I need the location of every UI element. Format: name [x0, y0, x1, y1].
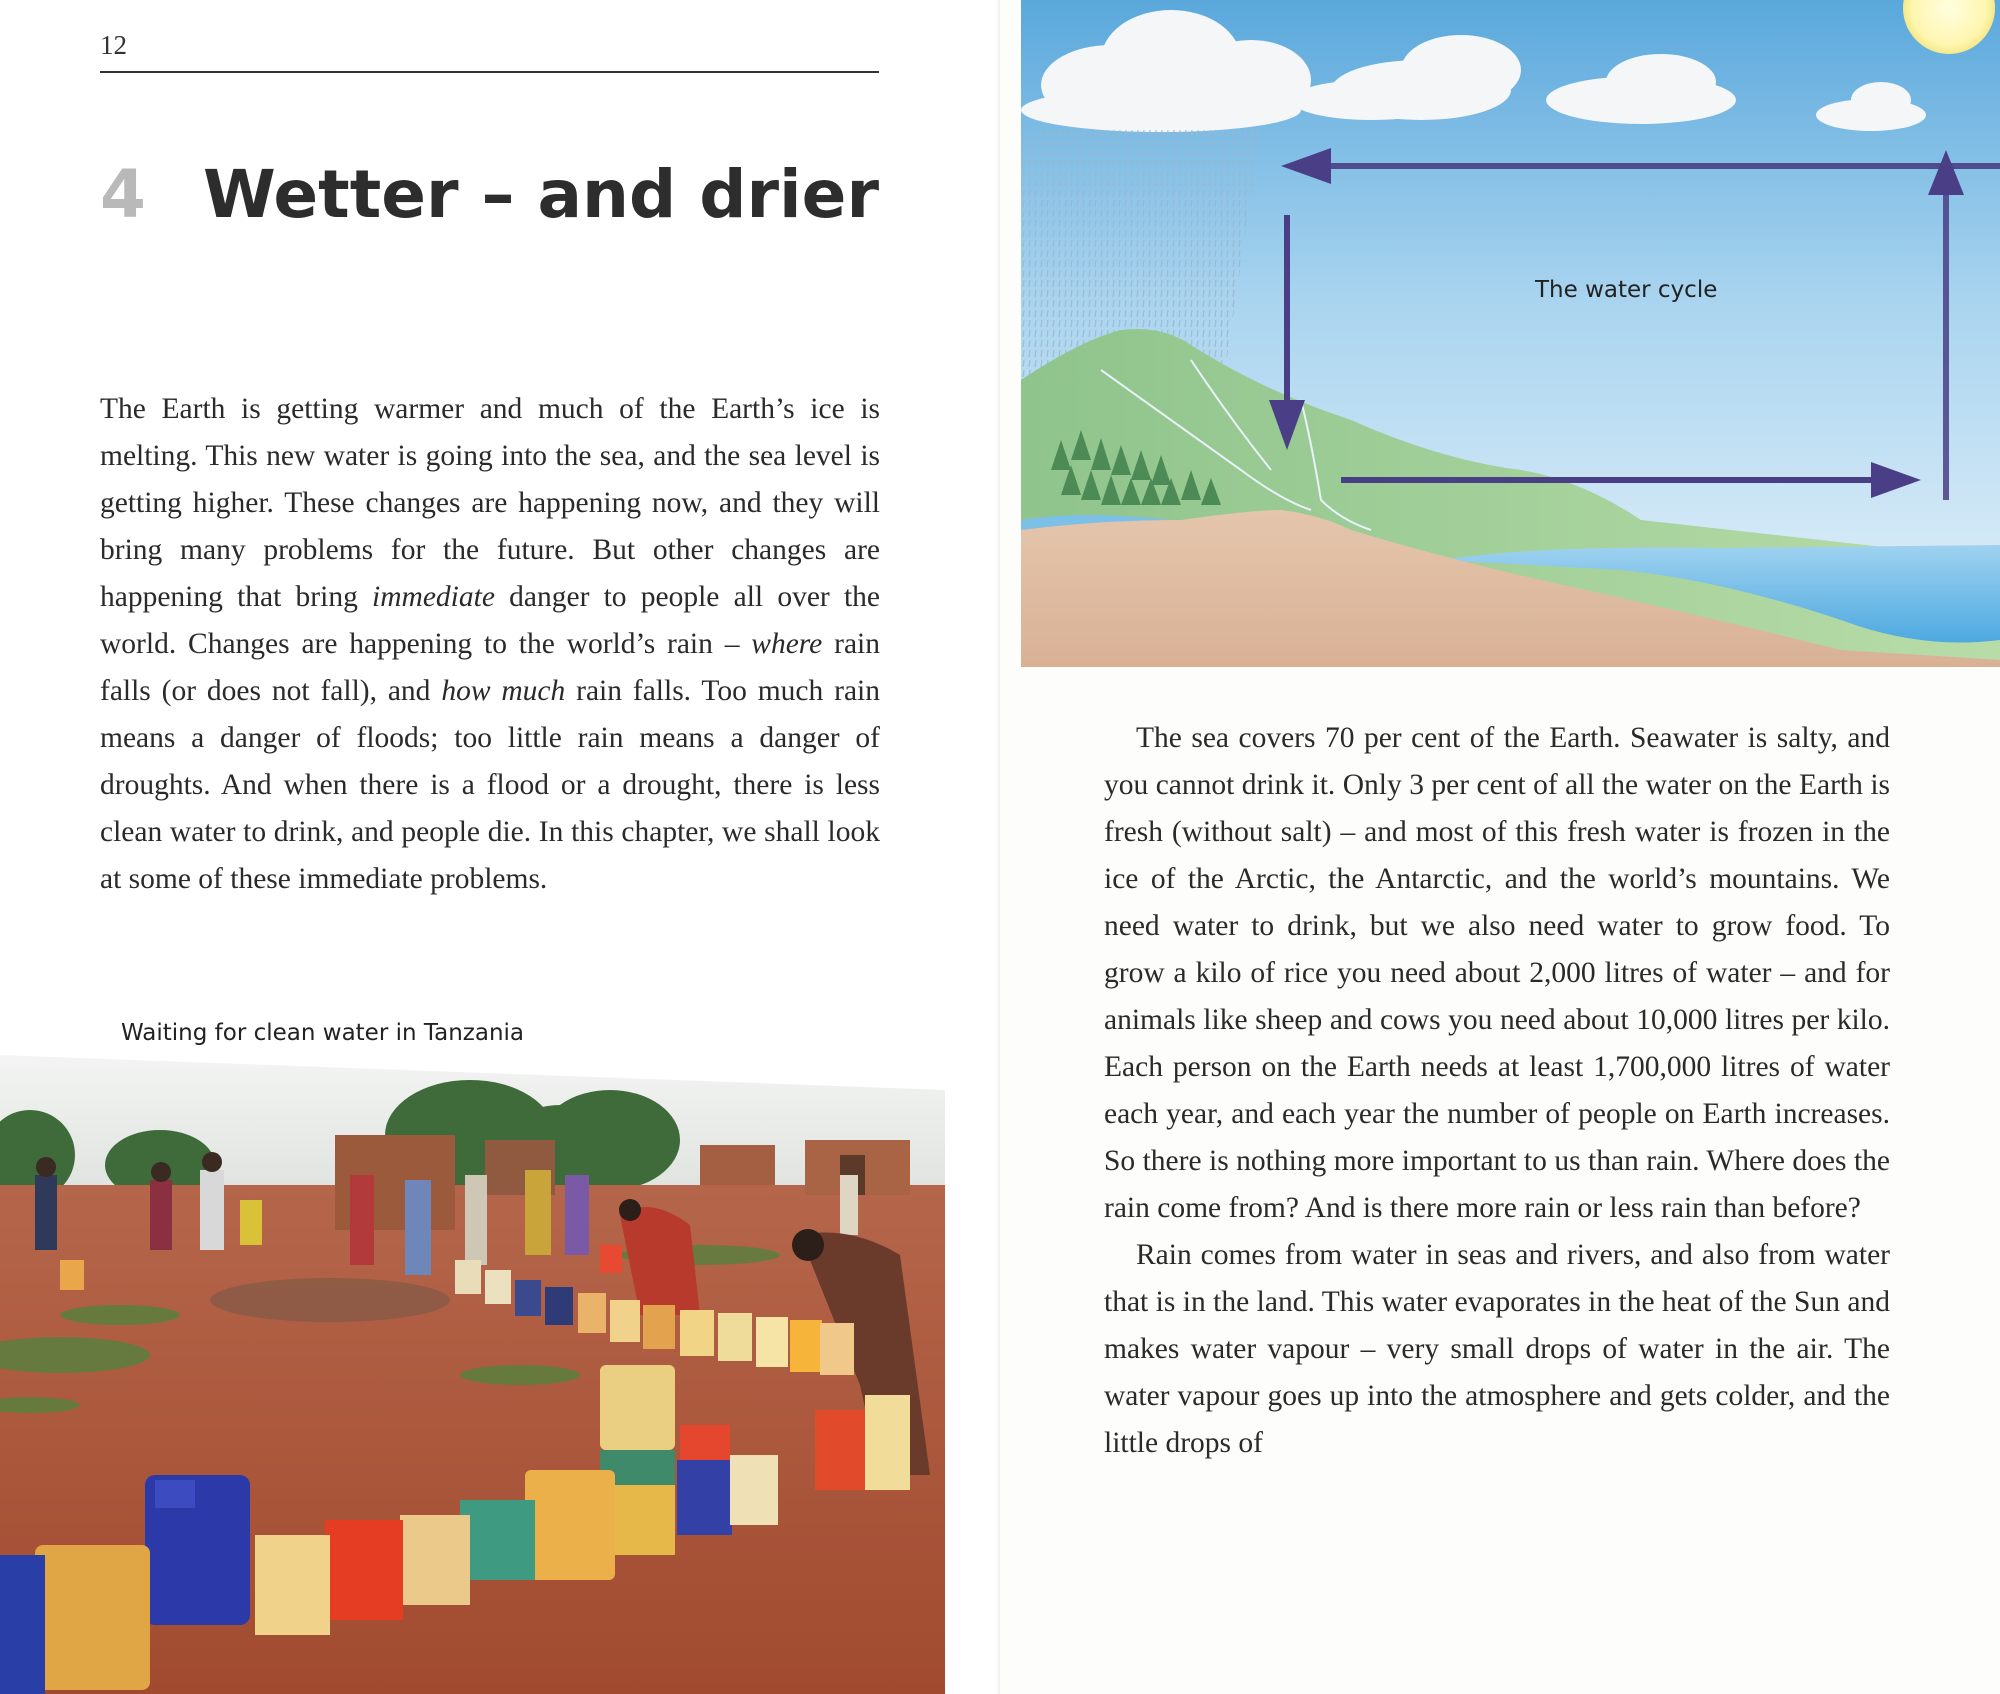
emphasis-how-much: how much	[441, 675, 566, 707]
emphasis-immediate: immediate	[372, 581, 495, 613]
tanzania-water-photo	[0, 1055, 945, 1694]
chapter-number: 4	[100, 156, 146, 233]
header-rule	[100, 71, 879, 73]
emphasis-where: where	[751, 628, 823, 660]
photo-caption: Waiting for clean water in Tanzania	[121, 1020, 525, 1046]
water-paragraph-1: The sea covers 70 per cent of the Earth. Seawater is salty, and you cannot drink it. Only 3 per cent of all the water on the Earth is fresh (without salt) – and most of this fresh water is frozen in the ice of the Arctic, the Antarctic, and the world’s mountains. We need water to drink, but we also need water to grow food. To grow a kilo of rice you need about 2,000 litres of water – and for animals like sheep and cows you need about 10,000 litres per kilo. Each person on the Earth needs at least 1,700,000 litres of water each year, and each year the number of people on Earth increases. So there is nothing more important to us than rain. Where does the rain come from? And is there more rain or less rain than before?	[1104, 722, 1890, 1224]
intro-paragraph: The Earth is getting warmer and much of the Earth’s ice is melting. This new water is going into the sea, and the sea level is getting higher. These changes are happening now, and they will bring many problems for the future. But other changes are happening that bring immediate danger to people all over the world. Changes are happening to the world’s rain – where rain falls (or does not fall), and how much rain falls. Too much rain means a danger of floods; too little rain means a danger of droughts. And when there is a flood or a drought, there is less clean water to drink, and people die. In this chapter, we shall look at some of these immediate problems.	[100, 393, 880, 895]
page-number: 12	[100, 30, 127, 60]
chapter-title: Wetter – and drier	[202, 156, 879, 233]
water-paragraph-2: Rain comes from water in seas and rivers, and also from water that is in the land. This water evaporates in the heat of the Sun and makes water vapour – very small drops of water in the air. The water vapour goes up into the atmosphere and gets colder, and the little drops of	[1104, 1239, 1890, 1459]
water-cycle-diagram	[1021, 0, 2000, 667]
diagram-caption: The water cycle	[1535, 277, 1718, 303]
intro-text	[100, 386, 880, 903]
water-text	[1104, 715, 1890, 1467]
